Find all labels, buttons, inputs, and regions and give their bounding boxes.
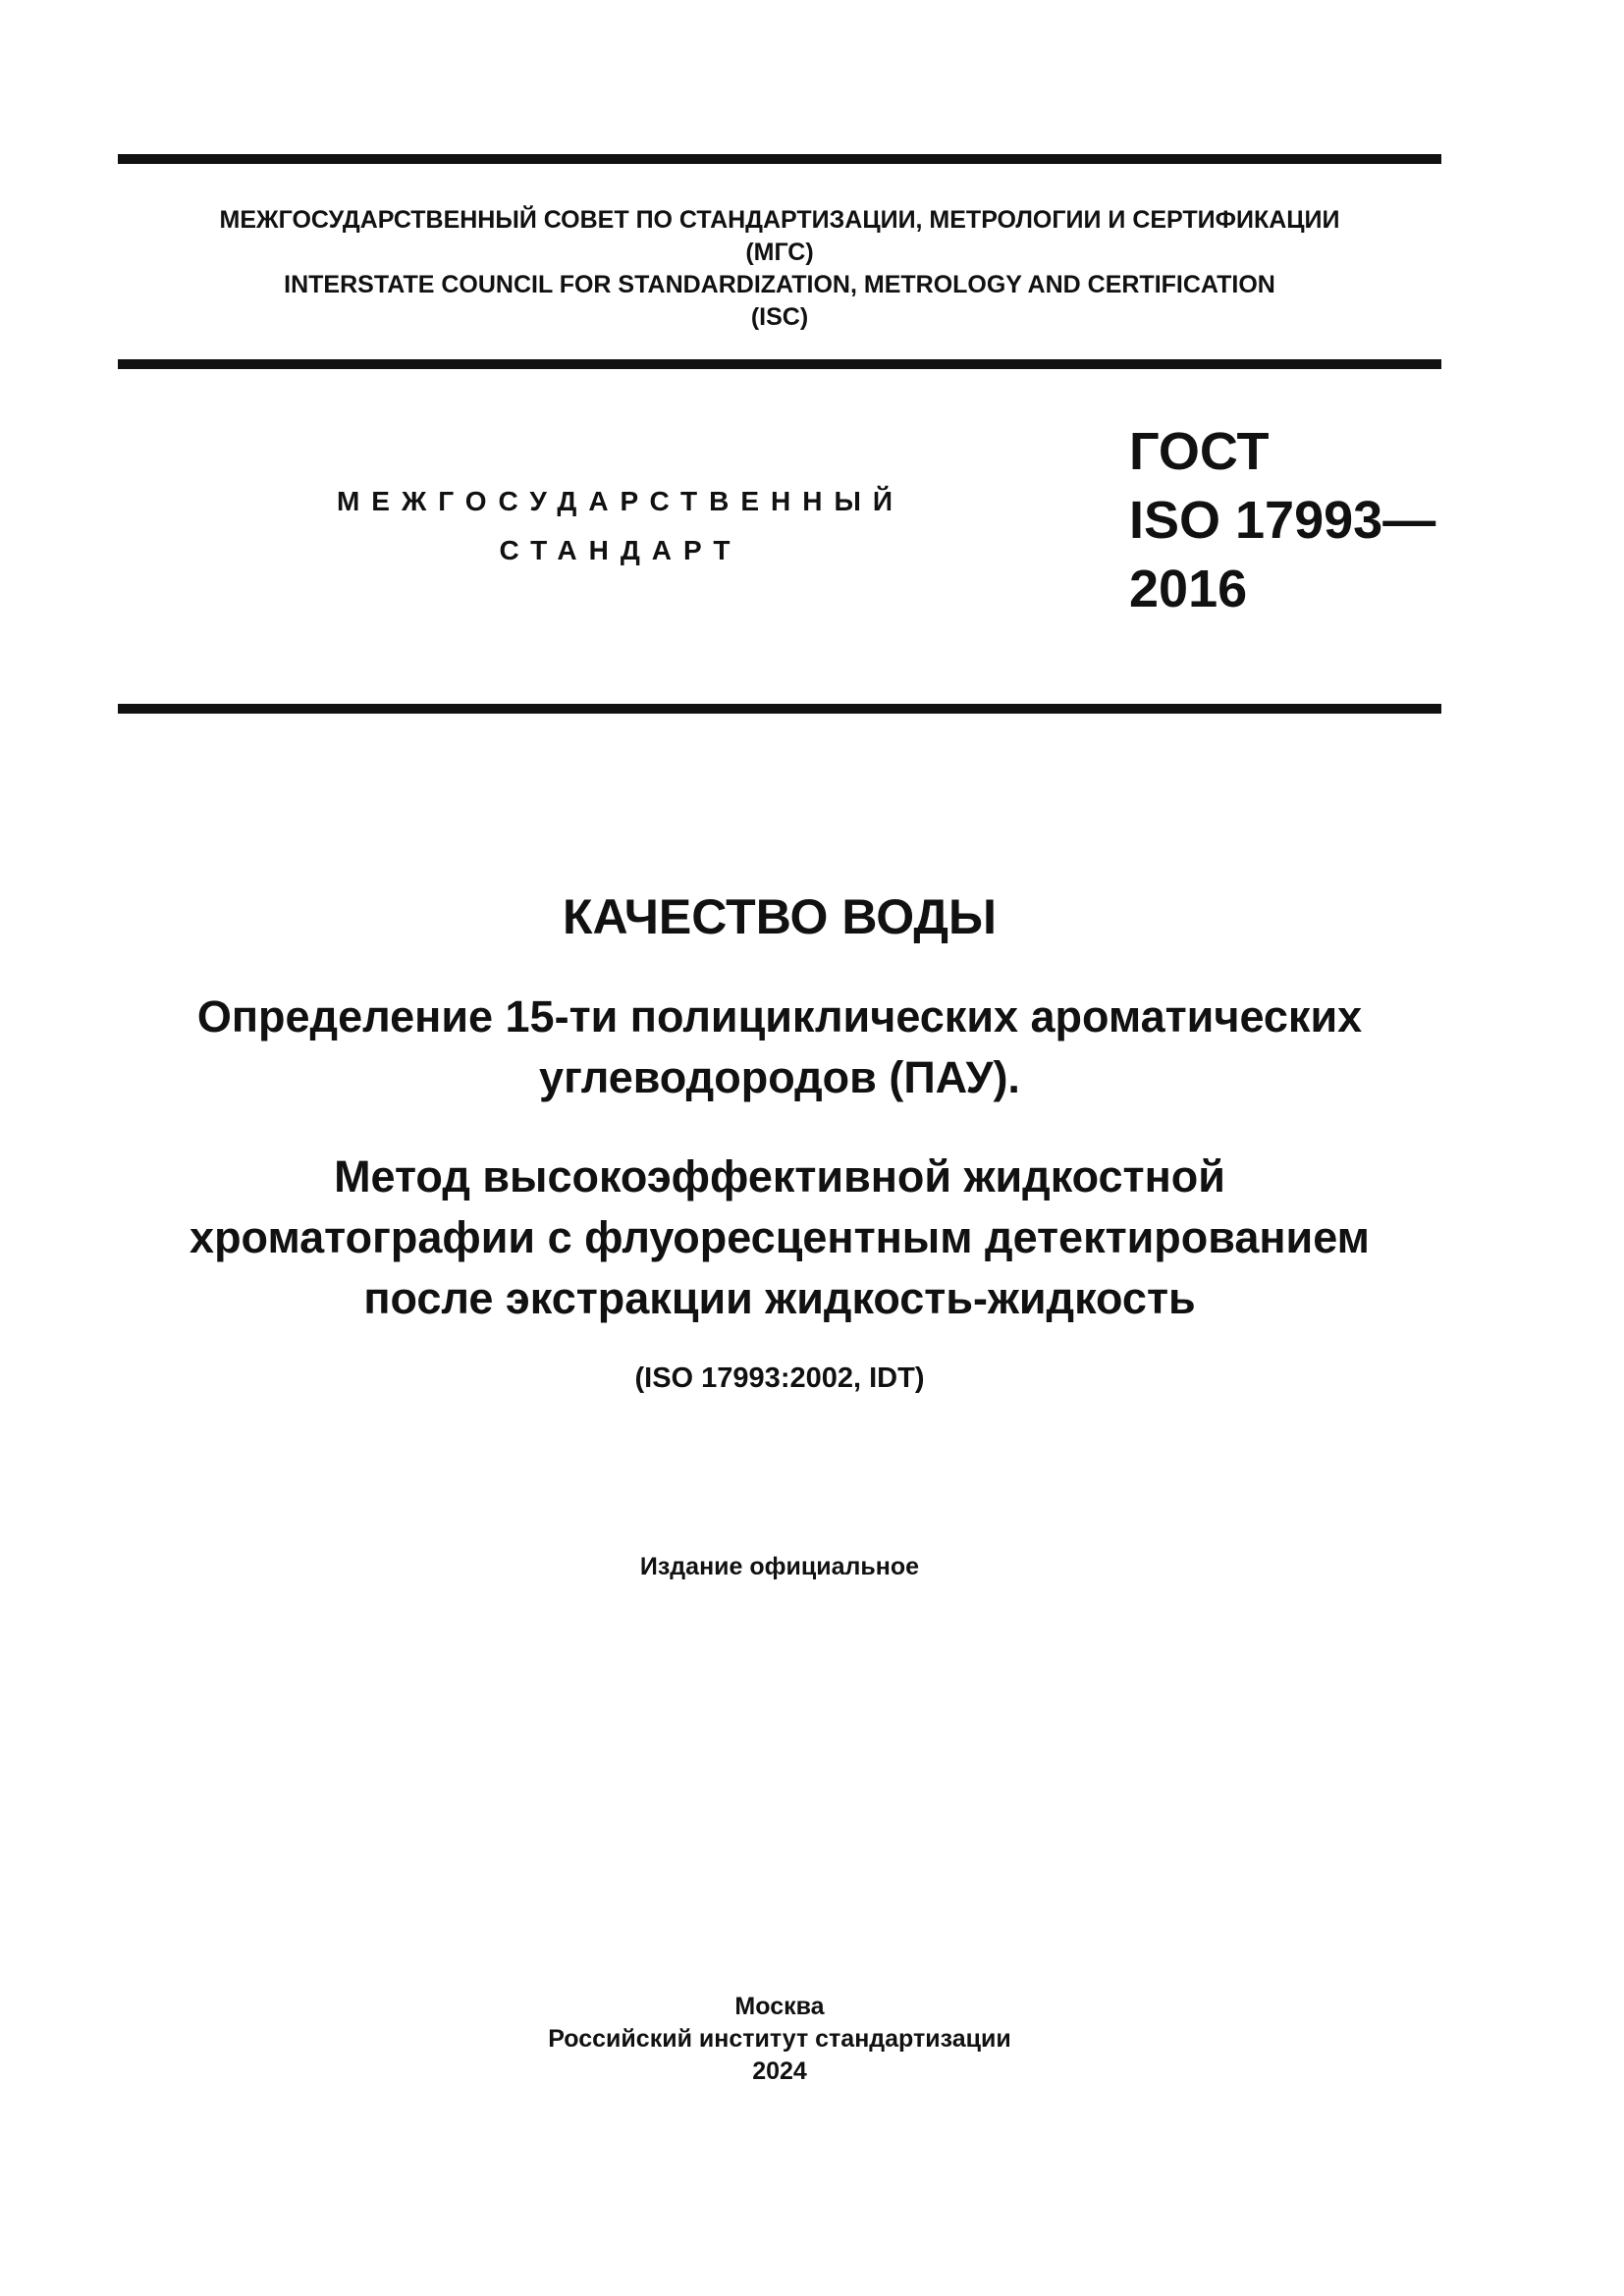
standard-designation: [1129, 417, 1435, 623]
rule-3: [118, 704, 1441, 714]
council-name-en: INTERSTATE COUNCIL FOR STANDARDIZATION, METROLOGY AND CERTIFICATION: [284, 271, 1275, 298]
rule-2: [118, 359, 1441, 369]
method-title: [118, 1147, 1441, 1329]
council-abbr-en: (ISC): [750, 303, 809, 331]
imprint-city: Москва: [734, 1993, 825, 2020]
imprint-publisher: Российский институт стандартизации: [548, 2025, 1011, 2053]
method-line2: хроматографии с флуоресцентным детектированием: [189, 1212, 1370, 1262]
edition-label: Издание официальное: [639, 1553, 920, 1580]
standard-type: [285, 477, 956, 575]
document-subtitle: [118, 987, 1441, 1108]
designation-line3: 2016: [1129, 560, 1248, 618]
council-abbr-ru: (МГС): [745, 239, 814, 266]
imprint: [118, 1991, 1441, 2088]
method-line3: после экстракции жидкость-жидкость: [363, 1273, 1196, 1323]
subtitle-line1: Определение 15-ти полициклических ароматических: [196, 991, 1363, 1041]
document-title: КАЧЕСТВО ВОДЫ: [562, 889, 998, 944]
designation-line1: ГОСТ: [1129, 422, 1270, 481]
method-line1: Метод высокоэффективной жидкостной: [334, 1151, 1225, 1201]
subtitle-line2: углеводородов (ПАУ).: [539, 1052, 1020, 1102]
council-block: [118, 204, 1441, 334]
designation-line2: ISO 17993—: [1129, 491, 1436, 550]
iso-reference: (ISO 17993:2002, IDT): [634, 1362, 925, 1394]
council-name-ru: МЕЖГОСУДАРСТВЕННЫЙ СОВЕТ ПО СТАНДАРТИЗАЦИИ, МЕТРОЛОГИИ И СЕРТИФИКАЦИИ: [219, 206, 1340, 234]
top-rule: [118, 154, 1441, 164]
standard-type-line2: СТАНДАРТ: [499, 535, 742, 565]
imprint-year: 2024: [752, 2057, 807, 2085]
standard-type-line1: МЕЖГОСУДАРСТВЕННЫЙ: [336, 486, 905, 516]
